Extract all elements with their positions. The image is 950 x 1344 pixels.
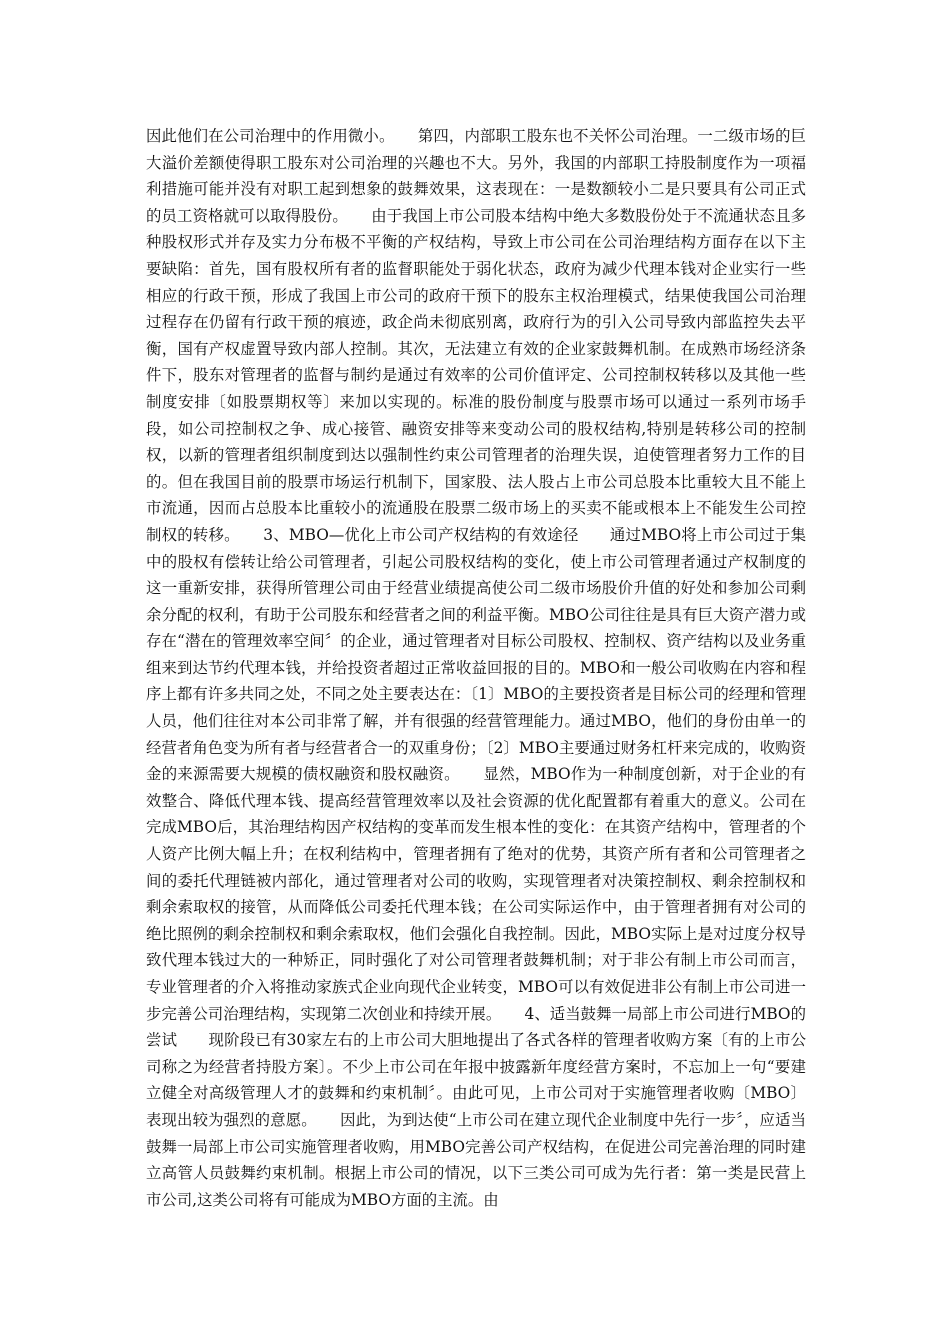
body-paragraph: 因此他们在公司治理中的作用微小。 第四，内部职工股东也不关怀公司治理。一二级市场的巨大溢价差额使得职工股东对公司治理的兴趣也不大。另外，我国的内部职工持股制度作为一项福利措施可能并没有对职工起到想象的鼓舞效果，这表现在：一是数额较小二是只要具有公司正式的员工资格就可以取得股份。 由于我国上市公司股本结构中绝大多数股份处于不流通状态且多种股权形式并存及实力分布极不平衡的产权结构，导致上市公司在公司治理结构方面存在以下主要缺陷：首先，国有股权所有者的监督职能处于弱化状态，政府为减少代理本钱对企业实行一些相应的行政干预，形成了我国上市公司的政府干预下的股东主权治理模式，结果使我国公司治理过程存在仍留有行政干预的痕迹，政企尚未彻底别离，政府行为的引入公司导致内部监控失去平衡，国有产权虚置导致内部人控制。其次，无法建立有效的企业家鼓舞机制。在成熟市场经济条件下，股东对管理者的监督与制约是通过有效率的公司价值评定、公司控制权转移以及其他一些制度安排〔如股票期权等〕来加以实现的。标准的股份制度与股票市场可以通过一系列市场手段，如公司控制权之争、成心接管、融资安排等来变动公司的股权结构,特别是转移公司的控制权，以新的管理者组织制度到达以强制性约束公司管理者的治理失误，迫使管理者努力工作的目的。但在我国目前的股票市场运行机制下，国家股、法人股占上市公司总股本比重较大且不能上市流通，因而占总股本比重较小的流通股在股票二级市场上的买卖不能或根本上不能发生公司控制权的转移。 3、MBO—优化上市公司产权结构的有效途径 通过MBO将上市公司过于集中的股权有偿转让给公司管理者，引起公司股权结构的变化，使上市公司管理者通过产权制度的这一重新安排，获得所管理公司由于经营业绩提高使公司二级市场股价升值的好处和参加公司剩余分配的权利，有助于公司股东和经营者之间的利益平衡。MBO公司往往是具有巨大资产潜力或存在“潜在的管理效率空间〞的企业，通过管理者对目标公司股权、控制权、资产结构以及业务重组来到达节约代理本钱，并给投资者超过正常收益回报的目的。MBO和一般公司收购在内容和程序上都有许多共同之处，不同之处主要表达在：〔1〕MBO的主要投资者是目标公司的经理和管理人员，他们往往对本公司非常了解，并有很强的经营管理能力。通过MBO，他们的身份由单一的经营者角色变为所有者与经营者合一的双重身份；〔2〕MBO主要通过财务杠杆来完成的，收购资金的来源需要大规模的债权融资和股权融资。 显然，MBO作为一种制度创新，对于企业的有效整合、降低代理本钱、提高经营管理效率以及社会资源的优化配置都有着重大的意义。公司在完成MBO后，其治理结构因产权结构的变革而发生根本性的变化：在其资产结构中，管理者的个人资产比例大幅上升；在权利结构中，管理者拥有了绝对的优势，其资产所有者和公司管理者之间的委托代理链被内部化，通过管理者对公司的收购，实现管理者对决策控制权、剩余控制权和剩余索取权的接管，从而降低公司委托代理本钱；在公司实际运作中，由于管理者拥有对公司的绝比照例的剩余控制权和剩余索取权，他们会强化自我控制。因此，MBO实际上是对过度分权导致代理本钱过大的一种矫正，同时强化了对公司管理者鼓舞机制；对于非公有制上市公司而言，专业管理者的介入将推动家族式企业向现代企业转变，MBO可以有效促进非公有制上市公司进一步完善公司治理结构，实现第二次创业和持续开展。 4、适当鼓舞一局部上市公司进行MBO的尝试 现阶段已有30家左右的上市公司大胆地提出了各式各样的管理者收购方案〔有的上市公司称之为经营者持股方案〕。不少上市公司在年报中披露新年度经营方案时，不忘加上一句“要建立健全对高级管理人才的鼓舞和约束机制〞。由此可见，上市公司对于实施管理者收购〔MBO〕表现出较为强烈的意愿。 因此，为到达使“上市公司在建立现代企业制度中先行一步〞，应适当鼓舞一局部上市公司实施管理者收购，用MBO完善公司产权结构，在促进公司完善治理的同时建立高管人员鼓舞约束机制。根据上市公司的情况，以下三类公司可成为先行者：第一类是民营上市公司,这类公司将有可能成为MBO方面的主流。由 — [146, 127, 806, 1209]
